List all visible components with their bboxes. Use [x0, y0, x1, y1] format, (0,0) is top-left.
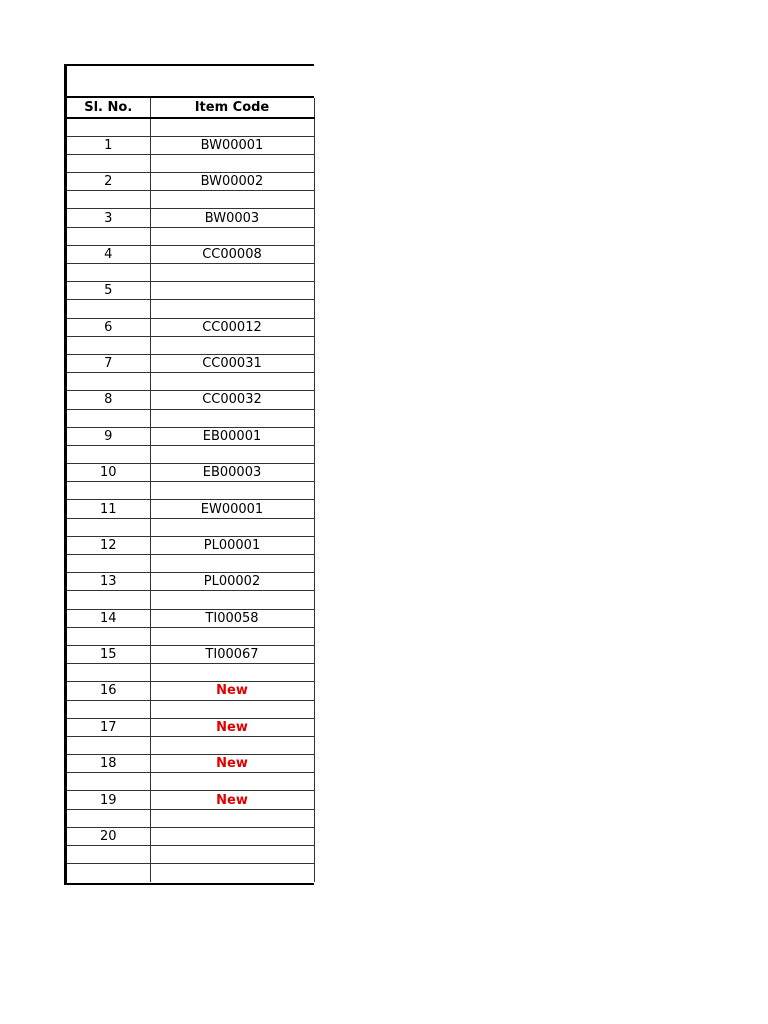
sl-no-cell[interactable]: 19 — [67, 791, 150, 809]
sl-no-cell[interactable] — [67, 118, 150, 136]
item-code-cell[interactable] — [150, 154, 314, 172]
table-row — [67, 191, 314, 209]
table-row — [67, 391, 314, 409]
item-code-cell[interactable]: CC00031 — [150, 354, 314, 372]
table-row — [67, 864, 314, 882]
table-row — [67, 664, 314, 682]
item-code-cell[interactable] — [150, 809, 314, 827]
item-code-cell[interactable]: BW00001 — [150, 136, 314, 154]
item-code-cell[interactable] — [150, 300, 314, 318]
sl-no-cell[interactable] — [67, 864, 150, 882]
title-row — [67, 66, 314, 98]
sl-no-cell[interactable] — [67, 555, 150, 573]
sl-no-cell[interactable] — [67, 482, 150, 500]
table-row — [67, 336, 314, 354]
item-code-cell[interactable] — [150, 827, 314, 845]
item-code-cell[interactable] — [150, 445, 314, 463]
item-code-cell[interactable]: New — [150, 718, 314, 736]
table-row — [67, 427, 314, 445]
table-row — [67, 682, 314, 700]
sl-no-cell[interactable] — [67, 700, 150, 718]
table-row — [67, 154, 314, 172]
sl-no-cell[interactable]: 6 — [67, 318, 150, 336]
item-code-cell[interactable]: EB00003 — [150, 464, 314, 482]
table-row — [67, 245, 314, 263]
sl-no-cell[interactable] — [67, 627, 150, 645]
table-row — [67, 773, 314, 791]
sl-no-cell[interactable]: 15 — [67, 645, 150, 663]
item-code-cell[interactable]: TI00067 — [150, 645, 314, 663]
item-code-cell[interactable]: EB00001 — [150, 427, 314, 445]
table-row — [67, 282, 314, 300]
sl-no-cell[interactable] — [67, 409, 150, 427]
table-row — [67, 700, 314, 718]
table-row — [67, 846, 314, 864]
sl-no-cell[interactable]: 20 — [67, 827, 150, 845]
sl-no-cell[interactable] — [67, 264, 150, 282]
item-code-cell[interactable] — [150, 700, 314, 718]
item-code-cell[interactable]: CC00008 — [150, 245, 314, 263]
header-sl-no: Sl. No. — [67, 98, 150, 118]
table-row — [67, 536, 314, 554]
item-code-cell[interactable]: New — [150, 755, 314, 773]
table-row — [67, 227, 314, 245]
table-row — [67, 755, 314, 773]
item-code-cell[interactable] — [150, 482, 314, 500]
item-code-cell[interactable]: TI00058 — [150, 609, 314, 627]
sl-no-cell[interactable] — [67, 736, 150, 754]
sl-no-cell[interactable]: 1 — [67, 136, 150, 154]
spreadsheet — [64, 64, 314, 885]
item-code-cell[interactable]: BW0003 — [150, 209, 314, 227]
table-row — [67, 409, 314, 427]
sl-no-cell[interactable] — [67, 518, 150, 536]
sl-no-cell[interactable]: 10 — [67, 464, 150, 482]
item-code-cell[interactable] — [150, 627, 314, 645]
item-code-cell[interactable] — [150, 282, 314, 300]
sl-no-cell[interactable] — [67, 846, 150, 864]
table-row — [67, 136, 314, 154]
sl-no-cell[interactable]: 5 — [67, 282, 150, 300]
item-code-cell[interactable] — [150, 846, 314, 864]
item-code-cell[interactable] — [150, 518, 314, 536]
sl-no-cell[interactable]: 13 — [67, 573, 150, 591]
item-code-cell[interactable]: BW00002 — [150, 173, 314, 191]
table-row — [67, 354, 314, 372]
item-code-cell[interactable] — [150, 409, 314, 427]
item-code-cell[interactable] — [150, 373, 314, 391]
table-row — [67, 518, 314, 536]
sl-no-cell[interactable] — [67, 591, 150, 609]
sl-no-cell[interactable] — [67, 154, 150, 172]
table-row — [67, 373, 314, 391]
item-code-cell[interactable]: CC00012 — [150, 318, 314, 336]
sl-no-cell[interactable] — [67, 300, 150, 318]
item-code-cell[interactable]: New — [150, 791, 314, 809]
sl-no-cell[interactable] — [67, 445, 150, 463]
header-row — [67, 98, 314, 118]
sl-no-cell[interactable]: 4 — [67, 245, 150, 263]
table-row — [67, 555, 314, 573]
sl-no-cell[interactable] — [67, 336, 150, 354]
sl-no-cell[interactable] — [67, 664, 150, 682]
table-row — [67, 591, 314, 609]
sl-no-cell[interactable] — [67, 373, 150, 391]
item-code-cell[interactable] — [150, 664, 314, 682]
table-row — [67, 445, 314, 463]
sl-no-cell[interactable]: 7 — [67, 354, 150, 372]
table-row — [67, 500, 314, 518]
sl-no-cell[interactable]: 16 — [67, 682, 150, 700]
item-code-cell[interactable] — [150, 555, 314, 573]
item-code-cell[interactable] — [150, 264, 314, 282]
table-row — [67, 118, 314, 136]
item-code-cell[interactable]: PL00001 — [150, 536, 314, 554]
item-code-cell[interactable] — [150, 773, 314, 791]
sl-no-cell[interactable]: 14 — [67, 609, 150, 627]
sl-no-cell[interactable]: 17 — [67, 718, 150, 736]
header-item-code: Item Code — [150, 98, 314, 118]
sl-no-cell[interactable] — [67, 773, 150, 791]
item-code-cell[interactable]: New — [150, 682, 314, 700]
table-row — [67, 736, 314, 754]
item-code-cell[interactable] — [150, 336, 314, 354]
item-code-cell[interactable]: PL00002 — [150, 573, 314, 591]
sl-no-cell[interactable]: 3 — [67, 209, 150, 227]
item-code-cell[interactable] — [150, 191, 314, 209]
table-row — [67, 827, 314, 845]
sl-no-cell[interactable]: 8 — [67, 391, 150, 409]
table-row — [67, 482, 314, 500]
table-row — [67, 627, 314, 645]
sl-no-cell[interactable]: 12 — [67, 536, 150, 554]
table-row — [67, 464, 314, 482]
table-row — [67, 809, 314, 827]
sl-no-cell[interactable]: 2 — [67, 173, 150, 191]
table-row — [67, 718, 314, 736]
table-row — [67, 645, 314, 663]
sl-no-cell[interactable]: 9 — [67, 427, 150, 445]
sl-no-cell[interactable] — [67, 809, 150, 827]
sl-no-cell[interactable] — [67, 227, 150, 245]
sl-no-cell[interactable]: 18 — [67, 755, 150, 773]
table-body — [67, 118, 314, 882]
item-code-cell[interactable] — [150, 118, 314, 136]
item-code-cell[interactable] — [150, 736, 314, 754]
table-row — [67, 209, 314, 227]
item-code-cell[interactable] — [150, 864, 314, 882]
table-row — [67, 609, 314, 627]
table-row — [67, 300, 314, 318]
item-code-cell[interactable] — [150, 591, 314, 609]
table-row — [67, 791, 314, 809]
item-code-cell[interactable] — [150, 227, 314, 245]
table-row — [67, 318, 314, 336]
item-code-cell[interactable]: CC00032 — [150, 391, 314, 409]
table-row — [67, 573, 314, 591]
item-table — [67, 98, 315, 882]
sl-no-cell[interactable] — [67, 191, 150, 209]
table-row — [67, 264, 314, 282]
sl-no-cell[interactable]: 11 — [67, 500, 150, 518]
item-code-cell[interactable]: EW00001 — [150, 500, 314, 518]
table-row — [67, 173, 314, 191]
